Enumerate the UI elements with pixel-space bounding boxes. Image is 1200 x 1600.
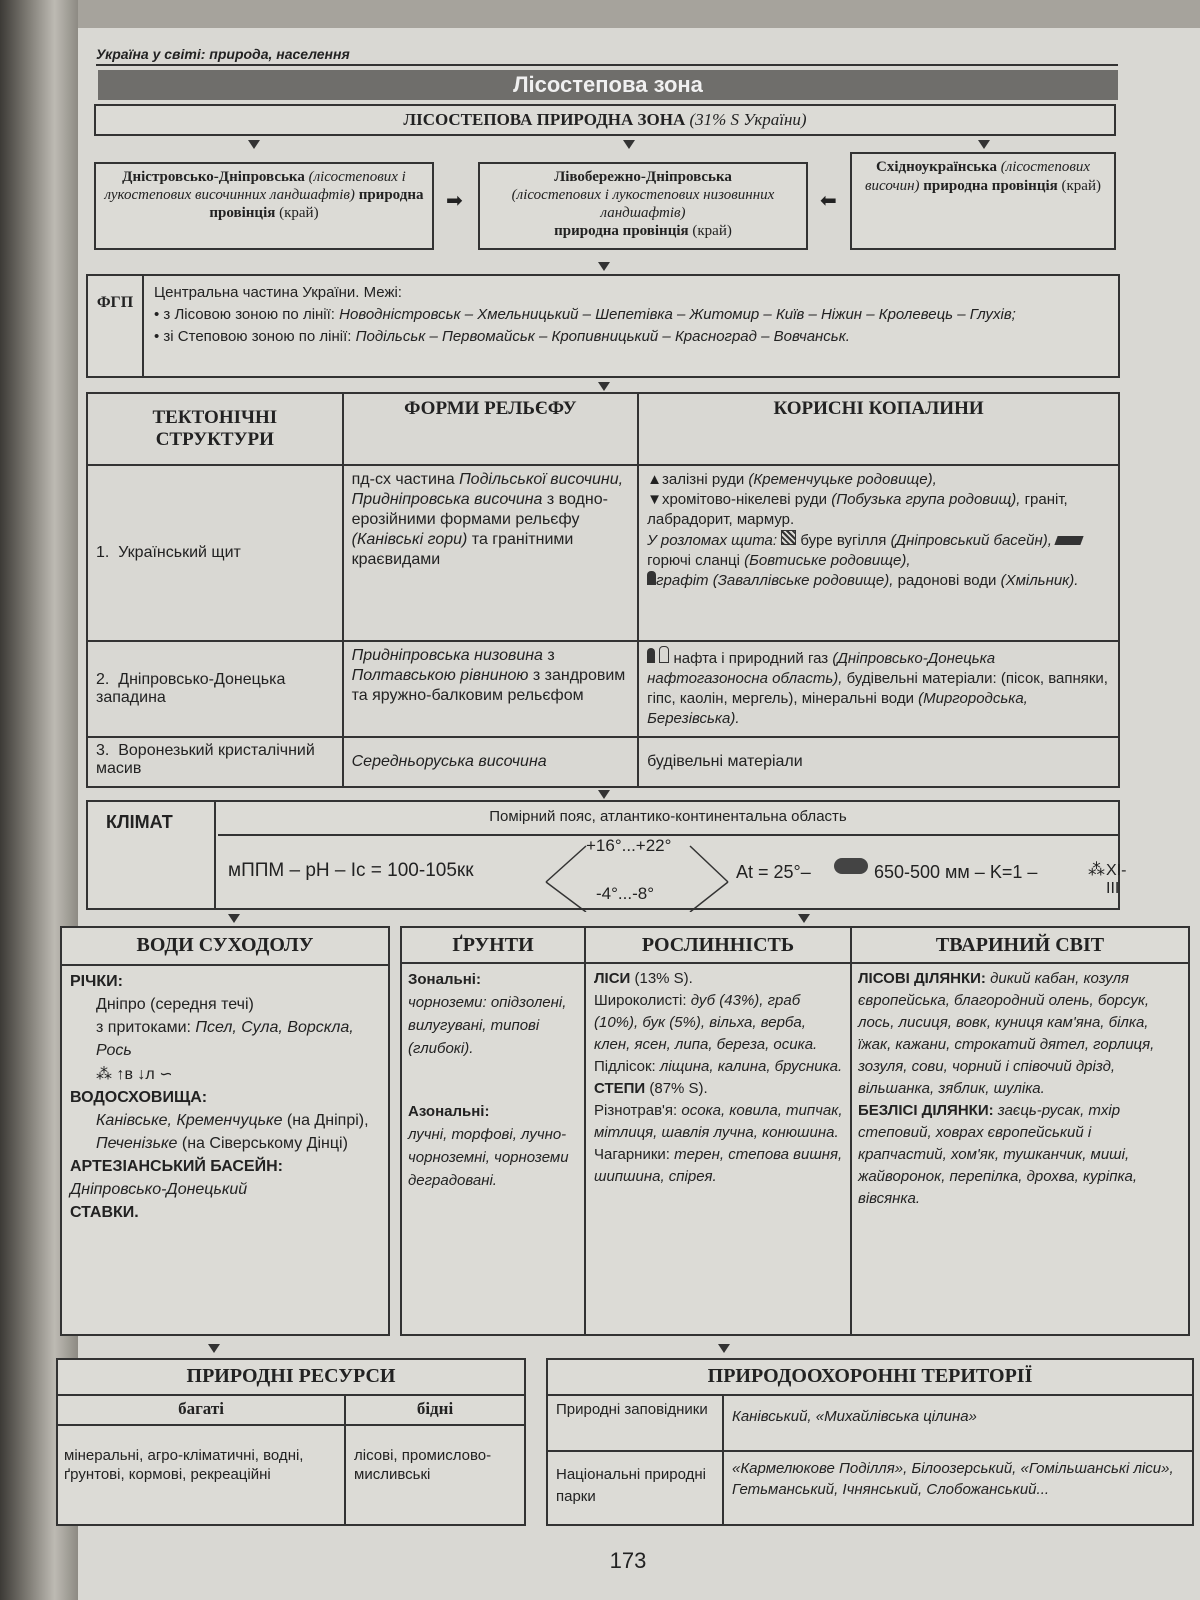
col-divider — [344, 1426, 346, 1524]
province-name: Лівобережно-Дніпровська — [554, 169, 732, 185]
col-divider — [584, 964, 586, 1334]
section-banner: Лісостепова зона — [98, 70, 1118, 100]
precipitation: 650-500 мм – K=1 – — [874, 862, 1038, 882]
artesian-label: АРТЕЗІАНСЬКИЙ БАСЕЙН: — [70, 1158, 283, 1175]
reservoirs: Канівське, Кременчуцьке (на Дніпрі), Печенізьке (на Сіверському Дінці) — [96, 1112, 369, 1152]
minerals-cell: будівельні матеріали — [638, 737, 1119, 787]
province-tail: природна провінція — [209, 187, 424, 221]
protected-title: ПРИРОДООХОРОННІ ТЕРИТОРІЇ — [548, 1360, 1192, 1396]
graphite-icon — [647, 571, 656, 585]
brown-coal-icon — [781, 530, 796, 545]
province-tail-note: (край) — [1061, 178, 1101, 194]
rich-resources: мінеральні, агро-кліматичні, водні, ґрунтові, кормові, рекреаційні — [64, 1447, 304, 1483]
natural-resources — [56, 1358, 526, 1526]
azonal-soils: лучні, торфові, лучно-чорноземні, чорноземи деградовані. — [408, 1126, 569, 1189]
steppe-fauna: БЕЗЛІСІ ДІЛЯНКИ: заєць-русак, тхір степовий, ховрах європейський і крапчастий, хом'як, тушканчик, миші, жайворонок, перепілка, дрохва, куріпка, вівсянка. — [858, 1102, 1138, 1207]
iron-ore-icon: ▲ — [647, 471, 662, 488]
vegetation-title: РОСЛИННІСТЬ — [586, 928, 852, 964]
geology-row-ukrainian-shield — [87, 465, 1119, 641]
province-name: Дністровсько-Дніпровська — [122, 169, 305, 185]
undergrowth: Підлісок: ліщина, калина, брусника. — [594, 1058, 843, 1075]
province-desc: (лісостепових і лукостепових низовинних ландшафтів) — [511, 187, 775, 221]
ponds-label: СТАВКИ. — [70, 1204, 139, 1221]
shrubs: Чагарники: терен, степова вишня, шипшина, спірея. — [594, 1146, 843, 1185]
col-divider — [850, 964, 852, 1334]
herbs: Різнотрав'я: осока, ковила, типчак, мітлиця, шавлія лучна, конюшина. — [594, 1102, 843, 1141]
header-relief: ФОРМИ РЕЛЬЄФУ — [343, 393, 638, 465]
rich-label: багаті — [58, 1394, 346, 1426]
province-name: Східноукраїнська — [875, 159, 997, 175]
zone-title-share: (31% S України) — [689, 110, 807, 129]
fauna-title: ТВАРИНИЙ СВІТ — [852, 928, 1188, 964]
reserves-label: Природні заповідники — [548, 1394, 724, 1452]
province-tail-note: (край) — [279, 205, 319, 221]
arrow-down-icon — [598, 382, 610, 391]
tectonic-cell: 1. Український щит — [87, 465, 343, 641]
header-minerals: КОРИСНІ КОПАЛИНИ — [638, 393, 1119, 465]
oil-shale-icon — [1054, 536, 1083, 545]
climate-label: КЛІМАТ — [88, 802, 216, 908]
protected-areas — [546, 1358, 1194, 1526]
geology-header-row — [87, 393, 1119, 465]
waters-content — [62, 966, 388, 1228]
arrow-left-icon: ⬅ — [820, 188, 837, 212]
rivers-label: РІЧКИ: — [70, 973, 123, 990]
snow-period: XI-III — [1106, 862, 1127, 897]
waters-title: ВОДИ СУХОДОЛУ — [62, 928, 388, 966]
temp-amplitude: At = 25°– — [736, 862, 811, 882]
inland-waters — [60, 926, 390, 1336]
soils-content — [408, 968, 580, 1192]
azonal-soils-label: Азональні: — [408, 1103, 490, 1120]
climate-formula: мППМ – рН – Іс = 100-105кк — [228, 860, 474, 881]
minerals-cell: нафта і природний газ (Дніпровсько-Донецька нафтогазоносна область), будівельні матеріали: (пісок, вапняки, гіпс, каолін, мергель), мінеральні води (Миргородська, Березівська). — [638, 641, 1119, 737]
page — [64, 28, 1200, 1600]
page-number: 173 — [609, 1548, 647, 1573]
national-parks: «Кармелюкове Поділля», Білоозерський, «Гомільшанські ліси», Гетьманський, Ічнянський, Слобожанський... — [732, 1460, 1174, 1498]
province-desc: (лісостепових височин) — [865, 159, 1091, 194]
tectonic-cell: 3. Воронезький кристалічний масив — [87, 737, 343, 787]
province-east — [850, 152, 1116, 250]
snowflake-icon: ⁂ — [96, 1064, 112, 1083]
rivers: Дніпро (середня течі) з притоками: Псел, Сула, Ворскла, Рось — [96, 996, 354, 1059]
climate-belt: Помірний пояс, атлантико-континентальна область — [218, 802, 1118, 836]
tectonic-cell: 2. Дніпровсько-Донецька западина — [87, 641, 343, 737]
temp-summer: +16°...+22° — [586, 836, 672, 855]
forest-fauna: ЛІСОВІ ДІЛЯНКИ: дикий кабан, козуля європейська, благородний олень, борсук, лось, лисиця, вовк, куниця кам'яна, білка, їжак, кажани, строкатий дятел, горлиця, зозуля, сови, чорний і співочий дрізд, вільшанка, зяблик, шуліка. — [858, 970, 1155, 1097]
minerals-cell: ▲залізні руди (Кременчуцьке родовище), ▼хромітово-нікелеві руди (Побузька група родовищ), граніт, лабрадорит, мармур. У розломах щита: буре вугілля (Дніпровський басейн), горючі сланці (Бовтиське родовище), графіт (Заваллівське родовище), радонові води (Хмільник). — [638, 465, 1119, 641]
forests: ЛІСИ (13% S). — [594, 970, 693, 987]
vegetation-content — [594, 968, 846, 1188]
geology-table — [86, 392, 1120, 788]
province-dnister-dnipro — [94, 162, 434, 250]
province-tail-note: (край) — [692, 223, 732, 239]
province-desc: (лісостепових і лукостепових височинних ландшафтів) — [104, 169, 406, 203]
fgp-border-forest: • з Лісовою зоною по лінії: Новодністровськ – Хмельницький – Шепетівка – Житомир – Київ – Ніжин – Кролевець – Глухів; — [154, 306, 1016, 323]
river-regime-icon: ↑в ↓л — [116, 1066, 155, 1083]
arrow-down-icon — [598, 790, 610, 799]
header-rule — [96, 64, 1118, 66]
artesian-basin: Дніпровсько-Донецький — [70, 1181, 248, 1198]
relief-cell: пд-сх частина Подільської височини, Придніпровська височина з водно-ерозійними формами рельєфу (Канівські гори) та гранітними краєвидами — [343, 465, 638, 641]
relief-cell: Придніпровська низовина з Полтавською рівниною з зандровим та яружно-балковим рельєфом — [343, 641, 638, 737]
zone-title — [94, 104, 1116, 136]
poor-label: бідні — [346, 1394, 524, 1426]
geology-row-dnipro-donets — [87, 641, 1119, 737]
arrow-down-icon — [598, 262, 610, 271]
province-left-bank — [478, 162, 808, 250]
chromium-nickel-icon: ▼ — [647, 491, 662, 508]
reserves: Канівський, «Михайлівська цілина» — [724, 1394, 1192, 1452]
fgp-intro: Центральна частина України. Межі: — [154, 284, 402, 301]
gas-icon — [659, 646, 669, 663]
climate-block — [86, 800, 1127, 910]
reservoirs-label: ВОДОСХОВИЩА: — [70, 1089, 208, 1106]
oil-icon — [647, 648, 655, 663]
relief-cell: Середньоруська височина — [343, 737, 638, 787]
provinces-row — [94, 152, 1116, 250]
zone-title-main: ЛІСОСТЕПОВА ПРИРОДНА ЗОНА — [403, 110, 686, 129]
broadleaf: Широколисті: дуб (43%), граб (10%), бук (5%), вільха, верба, клен, ясен, липа, береза, осика. — [594, 992, 818, 1053]
arrow-down-icon — [228, 914, 240, 923]
province-tail: природна провінція — [923, 178, 1058, 194]
fgp-block — [86, 274, 1120, 378]
rain-cloud-icon — [834, 858, 868, 874]
arrow-right-icon: ➡ — [446, 188, 463, 212]
fgp-label: ФГП — [88, 276, 144, 376]
soils-title: ҐРУНТИ — [402, 928, 586, 964]
fgp-content — [154, 282, 1114, 348]
river-regime: ⁂ ↑в ↓л ∽ — [96, 1064, 173, 1083]
arrow-down-icon — [208, 1344, 220, 1353]
parks-label: Національні природні парки — [548, 1452, 724, 1524]
running-header: Україна у світі: природа, населення — [96, 46, 350, 62]
zonal-soils-label: Зональні: — [408, 971, 481, 988]
arrow-down-icon — [718, 1344, 730, 1353]
geology-row-voronezh — [87, 737, 1119, 787]
biota-block — [400, 926, 1190, 1336]
temp-winter: -4°...-8° — [596, 884, 654, 903]
poor-resources: лісові, промислово-мисливські — [354, 1447, 492, 1483]
fgp-border-steppe: • зі Степовою зоною по лінії: Подільськ – Первомайськ – Кропивницький – Красноград – Вовчанськ. — [154, 328, 850, 345]
header-tectonics: ТЕКТОНІЧНІ СТРУКТУРИ — [87, 393, 343, 465]
zonal-soils: чорноземи: опідзолені, вилугувані, типові (глибокі). — [408, 994, 567, 1057]
arrow-down-icon — [798, 914, 810, 923]
steppes: СТЕПИ (87% S). — [594, 1080, 708, 1097]
fauna-content — [858, 968, 1184, 1210]
province-tail: природна провінція — [554, 223, 689, 239]
resources-title: ПРИРОДНІ РЕСУРСИ — [58, 1360, 524, 1396]
snowflake-icon: ⁂ — [1088, 860, 1105, 880]
